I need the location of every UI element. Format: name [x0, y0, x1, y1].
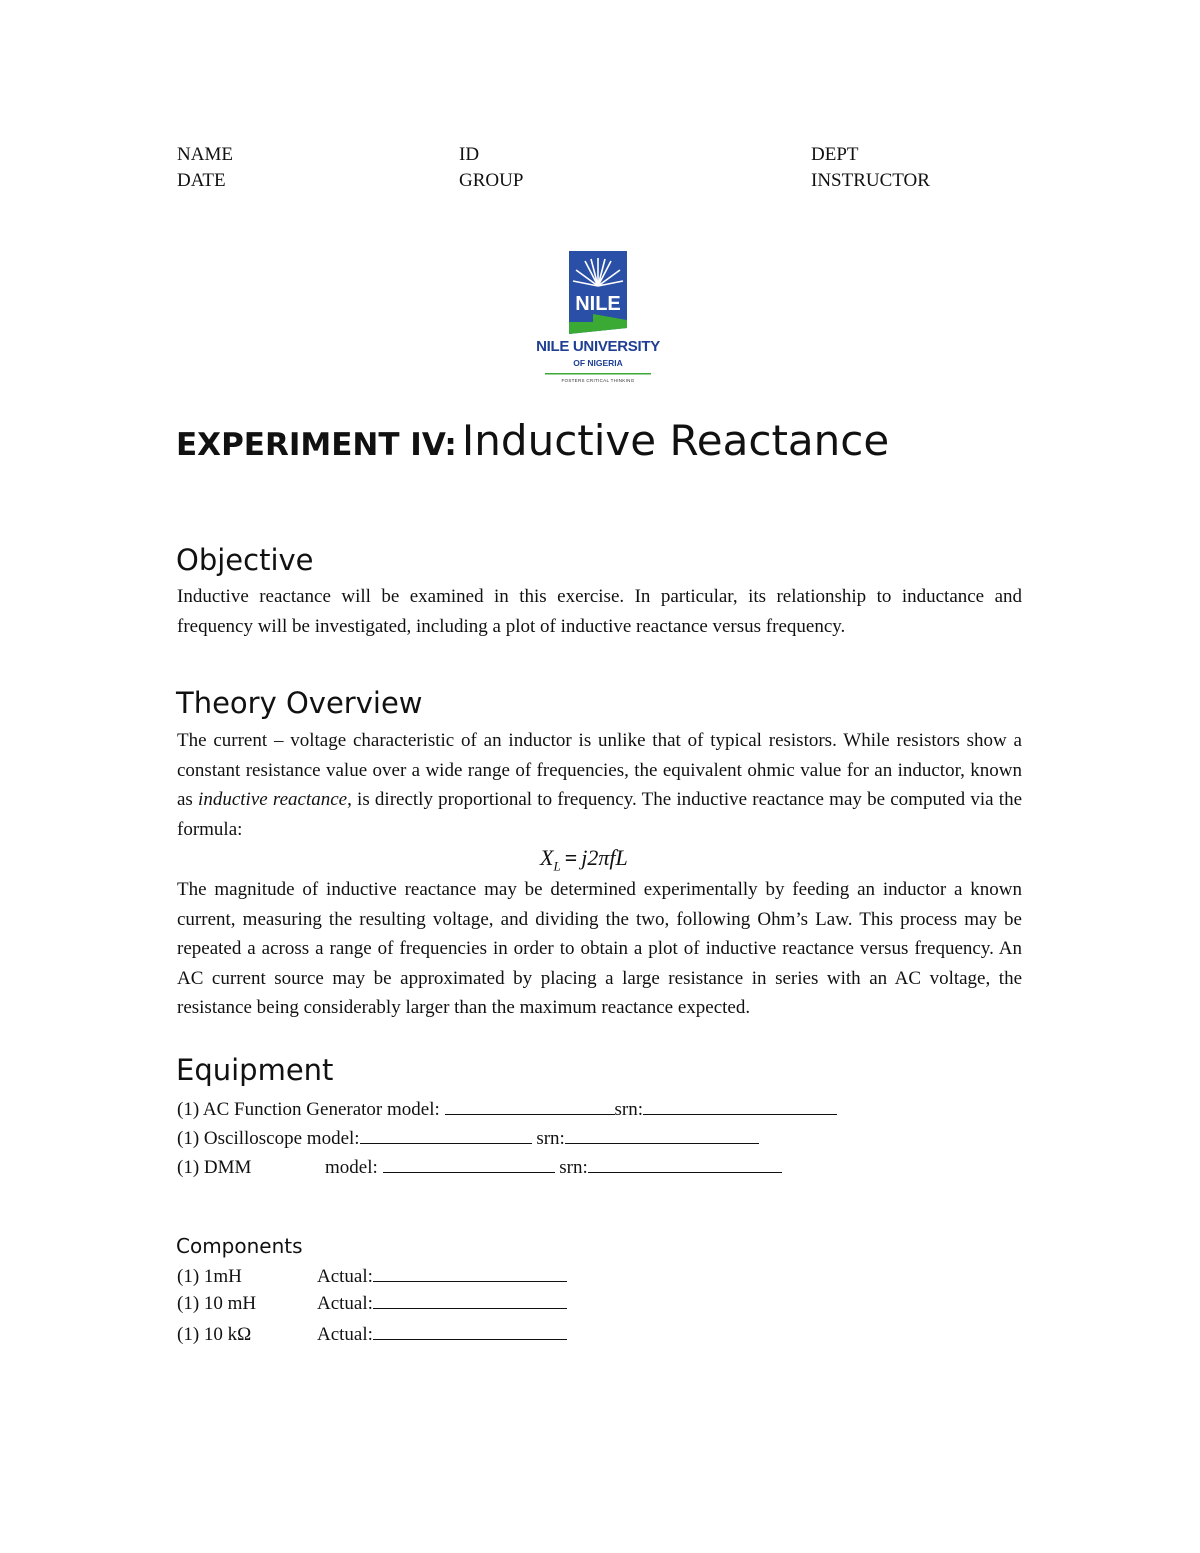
equipment-item-label: (1) DMM [177, 1157, 252, 1178]
component-label: (1) 1mH [177, 1266, 242, 1287]
equipment-srn-label: srn: [554, 1157, 588, 1178]
theory-paragraph-2: The magnitude of inductive reactance may be determined experimentally by feeding an inductor a known current, measuring the resulting voltage, and dividing the two, following Ohm’s Law. This process may be repeated a across a range of frequencies in order to obtain a plot of inductive reactance versus frequency. An AC current source may be approximated by placing a large resistance in series with an AC voltage, the resistance being considerably larger than the maximum reactance expected. [177, 879, 1022, 1018]
equipment-srn-label: srn: [614, 1099, 644, 1120]
component-actual-label: Actual: [317, 1293, 373, 1314]
component-item-10kohm [177, 1321, 567, 1347]
university-logo [533, 248, 663, 390]
equipment-heading: Equipment [176, 1053, 334, 1087]
component-label: (1) 10 mH [177, 1293, 257, 1314]
component-actual-label: Actual: [317, 1324, 373, 1345]
theory-p1-text-a: The current – voltage characteristic of an inductor is unlike that of typical resistors. While resistors show a constant resistance value over a wide range of frequencies, the equivalent ohmic value for an inductor, known as [177, 730, 1022, 810]
logo-badge-icon [533, 248, 663, 338]
formula-equals: = [564, 845, 578, 870]
component-item-1mh [177, 1263, 567, 1289]
header-dept-label: DEPT [811, 144, 859, 165]
actual-blank-field[interactable] [373, 1321, 567, 1340]
components-heading: Components [176, 1234, 303, 1258]
theory-heading: Theory Overview [176, 686, 423, 720]
equipment-srn-label: srn: [531, 1128, 565, 1149]
srn-blank-field[interactable] [588, 1154, 782, 1173]
objective-heading: Objective [176, 543, 314, 577]
equipment-model-label: model: [325, 1157, 383, 1178]
experiment-title-main: Inductive Reactance [461, 416, 890, 465]
component-actual-label: Actual: [317, 1266, 373, 1287]
srn-blank-field[interactable] [565, 1125, 759, 1144]
equipment-item-label: (1) Oscilloscope model: [177, 1128, 360, 1149]
formula-lhs: X [540, 845, 554, 870]
equipment-item-dmm [177, 1154, 782, 1180]
component-label: (1) 10 kΩ [177, 1324, 252, 1345]
theory-p1-text-b: , is directly proportional to frequency. The inductive reactance may be computed via the formula: [177, 789, 1022, 840]
equipment-item-oscilloscope [177, 1125, 759, 1151]
actual-blank-field[interactable] [373, 1290, 567, 1309]
logo-title: NILE UNIVERSITY [536, 338, 660, 355]
experiment-title-prefix: EXPERIMENT IV: [176, 427, 457, 463]
experiment-title [176, 416, 889, 465]
formula-subscript: L [553, 858, 561, 874]
header-date-label: DATE [177, 170, 226, 191]
model-blank-field[interactable] [360, 1125, 532, 1144]
logo-badge-text: NILE [575, 293, 621, 315]
model-blank-field[interactable] [445, 1096, 615, 1115]
logo-subtitle: OF NIGERIA [573, 358, 623, 368]
header-instructor-label: INSTRUCTOR [811, 170, 930, 191]
component-item-10mh [177, 1290, 567, 1316]
model-blank-field[interactable] [383, 1154, 555, 1173]
header-id-label: ID [459, 144, 480, 165]
equipment-item-function-generator [177, 1096, 837, 1122]
equipment-item-label: (1) AC Function Generator model: [177, 1099, 445, 1120]
header-group-label: GROUP [459, 170, 524, 191]
theory-paragraph-1 [177, 726, 1022, 844]
srn-blank-field[interactable] [643, 1096, 837, 1115]
actual-blank-field[interactable] [373, 1263, 567, 1282]
reactance-formula [540, 845, 628, 874]
logo-motto: FOSTERS CRITICAL THINKING [561, 378, 635, 383]
logo-divider [545, 372, 651, 376]
formula-rhs: j2πfL [581, 845, 628, 870]
header-name-label: NAME [177, 144, 233, 165]
theory-p1-emphasis: inductive reactance [198, 789, 348, 810]
objective-text: Inductive reactance will be examined in this exercise. In particular, its relationship to inductance and frequency will be investigated, including a plot of inductive reactance versus frequency. [177, 586, 1022, 637]
